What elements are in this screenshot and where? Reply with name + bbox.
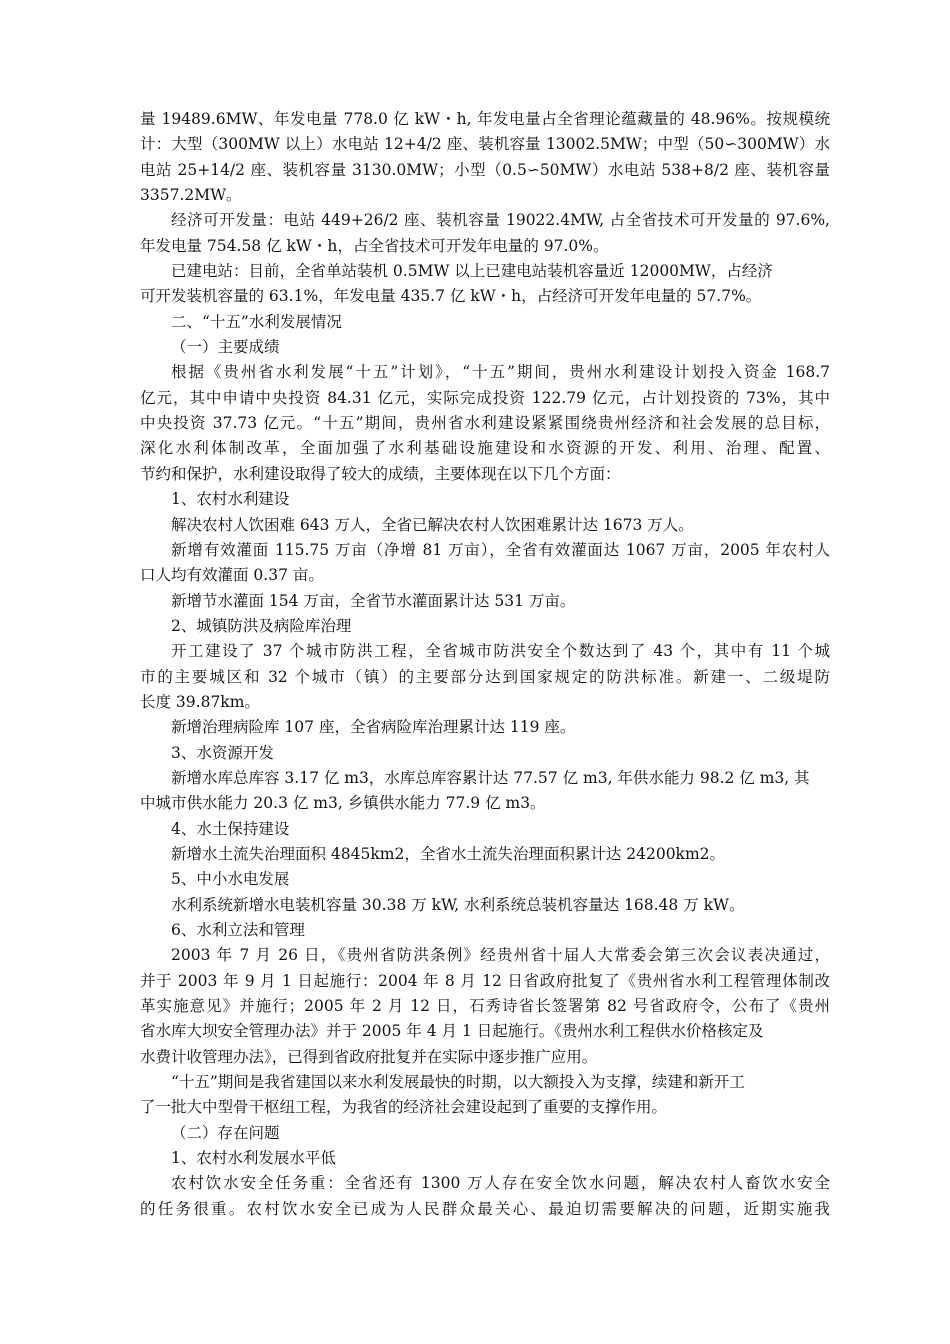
text-line: 的任务很重。农村饮水安全已成为人民群众最关心、最迫切需要解决的问题，近期实施我 xyxy=(140,1199,830,1218)
paragraph-start: 2003 年 7 月 26 日，《贵州省防洪条例》经贵州省十届人大常委会第三次会议表决通过， xyxy=(171,946,830,965)
item-heading: 1、农村水利建设 xyxy=(171,490,290,509)
item-heading: 2、城镇防洪及病险库治理 xyxy=(171,616,352,635)
text-line: 亿元，其中申请中央投资 84.31 亿元，实际完成投资 122.79 亿元，占计划投资的 73%，其中 xyxy=(140,388,830,407)
section-heading: 二、“十五”水利发展情况 xyxy=(171,312,342,331)
paragraph-start: 根据《贵州省水利发展“十五”计划》，“十五”期间，贵州水利建设计划投入资金 168.7 xyxy=(171,363,830,382)
text-line: 了一批大中型骨干枢纽工程，为我省的经济社会建设起到了重要的支撑作用。 xyxy=(140,1098,668,1117)
text-line: 省水库大坝安全管理办法》并于 2005 年 4 月 1 日起施行。《贵州水利工程供水价格核定及 xyxy=(140,1022,764,1041)
subsection-heading: （二）存在问题 xyxy=(171,1123,280,1142)
text-line: 市的主要城区和 32 个城市（镇）的主要部分达到国家规定的防洪标准。新建一、二级堤防 xyxy=(140,667,830,686)
text-line: 计：大型（300MW 以上）水电站 12+4/2 座、装机容量 13002.5MW；中型（50∽300MW）水 xyxy=(140,135,830,154)
paragraph-start: 经济可开发量：电站 449+26/2 座、装机容量 19022.4MW, 占全省技术可开发量的 97.6%, xyxy=(171,211,830,230)
paragraph-start: 解决农村人饮困难 643 万人，全省已解决农村人饮困难累计达 1673 万人。 xyxy=(171,515,694,534)
text-line: 节约和保护，水利建设取得了较大的成绩，主要体现在以下几个方面： xyxy=(140,464,621,483)
paragraph-start: 新增水土流失治理面积 4845km2，全省水土流失治理面积累计达 24200km2。 xyxy=(171,844,726,863)
paragraph-start: 水利系统新增水电装机容量 30.38 万 kW, 水利系统总装机容量达 168.48 万 kW。 xyxy=(171,895,745,914)
text-line: 水费计收管理办法》，已得到省政府批复并在实际中逐步推广应用。 xyxy=(140,1047,598,1066)
paragraph-start: 已建电站：目前，全省单站装机 0.5MW 以上已建电站装机容量近 12000MW，占经济 xyxy=(171,262,773,281)
text-line: 3357.2MW。 xyxy=(140,186,242,205)
text-line: 革实施意见》并施行；2005 年 2 月 12 日，石秀诗省长签署第 82 号省政府令，公布了《贵州 xyxy=(140,997,830,1016)
paragraph-start: 新增节水灌面 154 万亩，全省节水灌面累计达 531 万亩。 xyxy=(171,591,576,610)
text-line: 并于 2003 年 9 月 1 日起施行：2004 年 8 月 12 日省政府批复了《贵州省水利工程管理体制改 xyxy=(140,971,830,990)
paragraph-start: 新增有效灌面 115.75 万亩（净增 81 万亩），全省有效灌面达 1067 万亩，2005 年农村人 xyxy=(171,540,830,559)
text-line: 中央投资 37.73 亿元。“十五”期间，贵州省水利建设紧紧围绕贵州经济和社会发展的总目标， xyxy=(140,414,830,433)
text-line: 年发电量 754.58 亿 kW・h，占全省技术可开发年电量的 97.0%。 xyxy=(140,236,609,255)
paragraph-start: 开工建设了 37 个城市防洪工程，全省城市防洪安全个数达到了 43 个，其中有 11 个城 xyxy=(171,642,830,661)
text-line: 口人均有效灌面 0.37 亩。 xyxy=(140,566,324,585)
item-heading: 6、水利立法和管理 xyxy=(171,921,305,939)
paragraph-start: 农村饮水安全任务重：全省还有 1300 万人存在安全饮水问题，解决农村人畜饮水安全 xyxy=(171,1174,830,1193)
item-heading: 5、中小水电发展 xyxy=(171,870,290,889)
text-line: 量 19489.6MW、年发电量 778.0 亿 kW・h, 年发电量占全省理论蕴藏量的 48.96%。按规模统 xyxy=(140,110,830,128)
item-heading: 4、水土保持建设 xyxy=(171,819,290,838)
item-heading: 1、农村水利发展水平低 xyxy=(171,1149,336,1168)
item-heading: 3、水资源开发 xyxy=(171,743,274,762)
text-line: 可开发装机容量的 63.1%，年发电量 435.7 亿 kW・h，占经济可开发年电量的 57.7%。 xyxy=(140,287,762,306)
paragraph-start: 新增水库总库容 3.17 亿 m3，水库总库容累计达 77.57 亿 m3, 年供水能力 98.2 亿 m3, 其 xyxy=(171,768,810,787)
text-line: 电站 25+14/2 座、装机容量 3130.0MW；小型（0.5∽50MW）水电站 538+8/2 座、装机容量 xyxy=(140,160,830,179)
text-line: 长度 39.87km。 xyxy=(140,692,260,711)
text-line: 中城市供水能力 20.3 亿 m3, 乡镇供水能力 77.9 亿 m3。 xyxy=(140,794,546,813)
paragraph-start: 新增治理病险库 107 座，全省病险库治理累计达 119 座。 xyxy=(171,718,576,737)
text-line: 深化水利体制改革，全面加强了水利基础设施建设和水资源的开发、利用、治理、配置、 xyxy=(140,439,830,458)
subsection-heading: （一）主要成绩 xyxy=(171,338,280,357)
paragraph-start: “十五”期间是我省建国以来水利发展最快的时期，以大额投入为支撑，续建和新开工 xyxy=(171,1073,745,1092)
document-page xyxy=(140,107,830,1222)
